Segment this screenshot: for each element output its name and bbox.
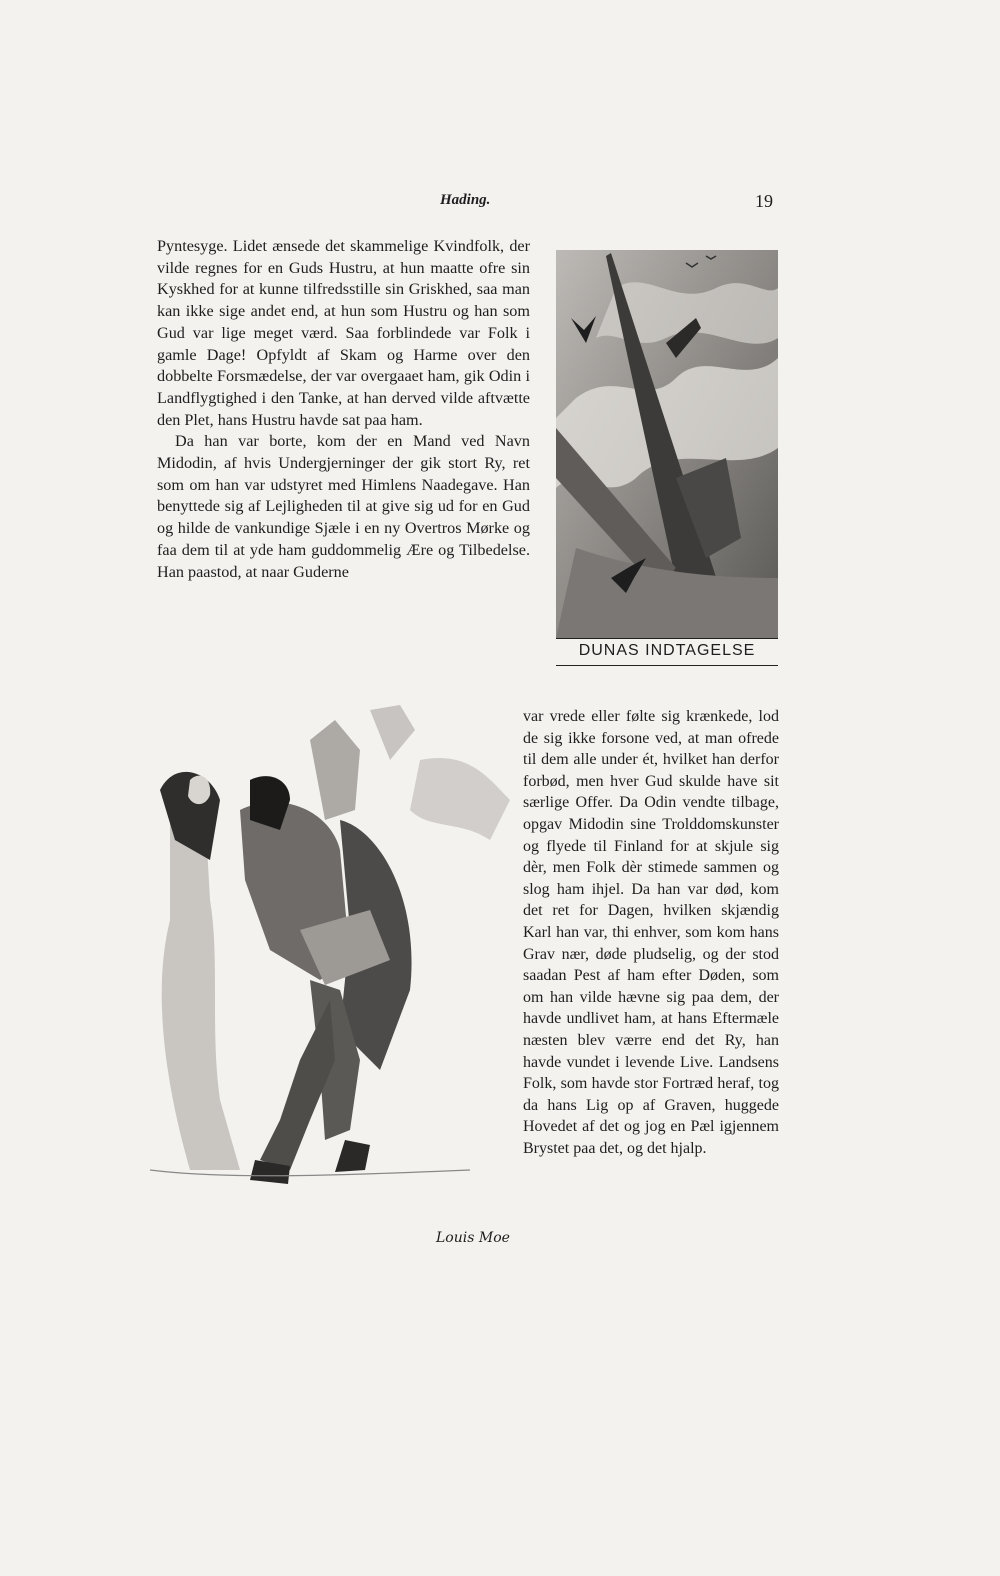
text-column-lower-right (523, 706, 779, 1159)
paragraph: Pyntesyge. Lidet ænsede det skammelige Kvindfolk, der vilde regnes for en Guds Hustru, at hun maatte ofre sin Kyskhed for at kunne tilfredsstille sin Griskhed, saa man kan ikke sige andet end, at hun som Hustru og han som Gud var lige meget værd. Saa forblindede var Folk i gamle Dage! Opfyldt af Skam og Harme over den dobbelte Forsmædelse, der var overgaaet ham, gik Odin i Landflygtighed i den Tanke, at han derved vilde aftvætte den Plet, hans Hustru havde sat paa ham. (157, 237, 530, 429)
paragraph: var vrede eller følte sig krænkede, lod de sig ikke forsone ved, at man ofrede til dem alle under ét, hvilket han derfor forbød, men hver Gud skulde have sit særlige Offer. Da Odin vendte tilbage, opgav Midodin sine Trolddomskunster og flyede til Finland for at skjule sig dèr, men Folk dèr stimede sammen og slog ham ihjel. Da han var død, kom det ret for Dagen, hvilken skjændig Karl han var, thi enhver, som kom hans Grav nær, døde pludselig, og der stod saadan Pest af ham efter Døden, som om han vilde hævne sig paa dem, der havde undlivet ham, at hans Eftermæle næsten blev værre end det Ry, han havde vundet i levende Live. Landsens Folk, som havde stor Fortræd heraf, tog da hans Lig op af Graven, huggede Hovedet af det og jog en Pæl igjennem Brystet paa det, og det hjalp. (523, 708, 779, 1157)
page-header (0, 192, 1000, 216)
paragraph: Da han var borte, kom der en Mand ved Navn Midodin, af hvis Undergjerninger der gik stort Ry, ret som om han var udstyret med Himlens Naadegave. Han benyttede sig af Lejligheden til at give sig ud for en Gud og hilde de vankundige Sjæle i en ny Overtros Mørke og faa dem til at yde ham guddommelig Ære og Tilbedelse. Han paastod, at naar Guderne (157, 432, 530, 581)
illustration-siege-plate (556, 248, 778, 678)
plate-caption: DUNAS INDTAGELSE (556, 638, 778, 666)
fleeing-figures-illustration (150, 700, 515, 1260)
page-number: 19 (755, 191, 773, 211)
running-title: Hading. (440, 192, 491, 208)
illustration-midodin-plate (150, 700, 515, 1260)
artist-signature: Louis Moe (436, 1230, 510, 1246)
siege-illustration (556, 248, 778, 638)
text-column-upper (157, 236, 530, 583)
